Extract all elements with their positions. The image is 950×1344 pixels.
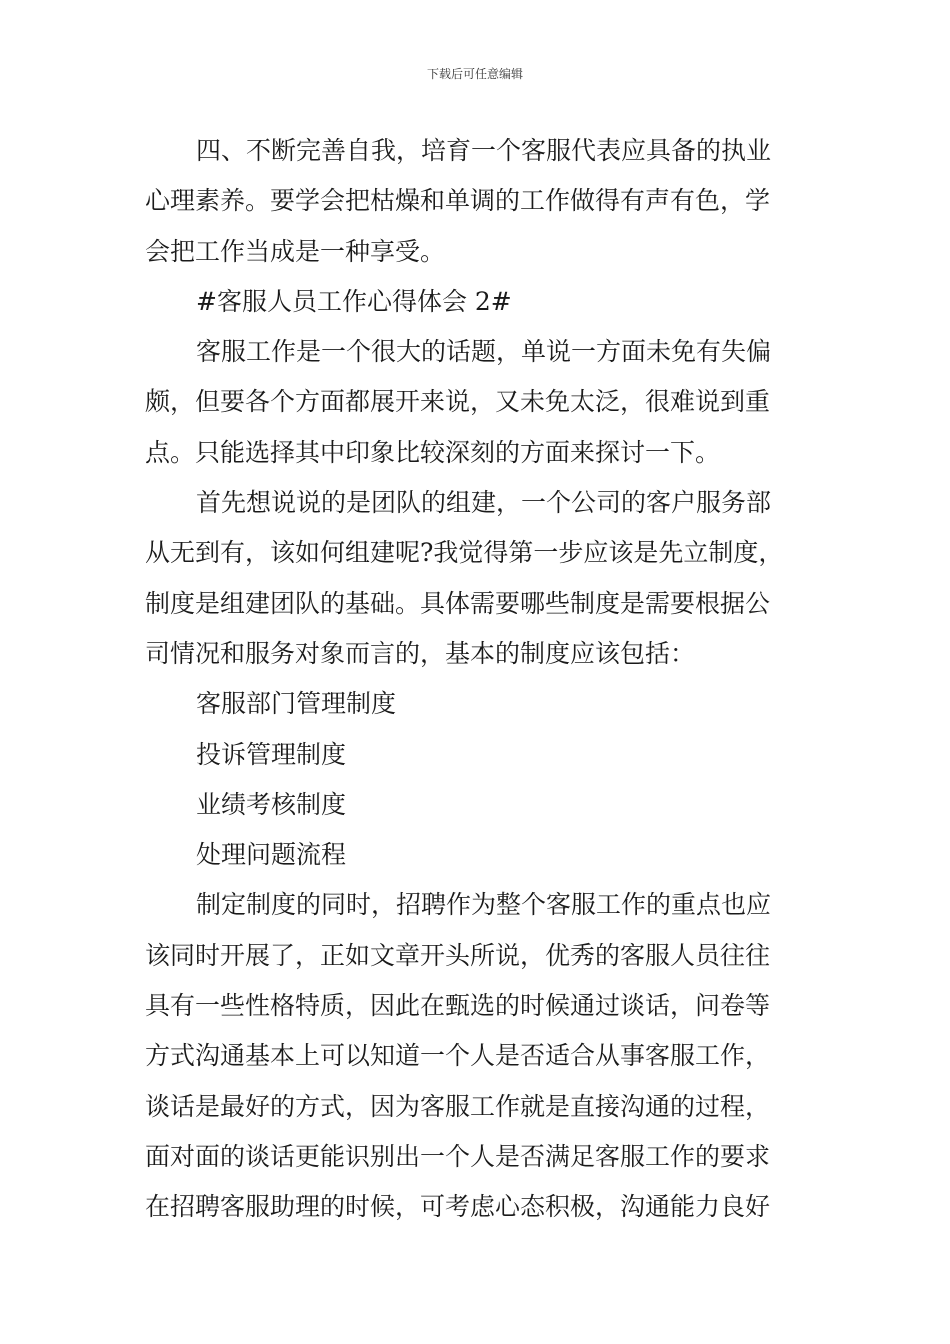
- text-line: 制度是组建团队的基础。具体需要哪些制度是需要根据公: [145, 588, 771, 618]
- text-line: 从无到有，该如何组建呢?我觉得第一步应该是先立制度，: [145, 538, 784, 568]
- text-line: 投诉管理制度: [196, 739, 347, 769]
- text-line: 客服部门管理制度: [196, 689, 397, 719]
- text-line: 在招聘客服助理的时候，可考虑心态积极，沟通能力良好: [145, 1192, 771, 1222]
- text-line: 心理素养。要学会把枯燥和单调的工作做得有声有色，学: [145, 186, 771, 216]
- text-line: 谈话是最好的方式，因为客服工作就是直接沟通的过程，: [145, 1091, 771, 1121]
- document-body: [145, 126, 810, 1233]
- text-line: 业绩考核制度: [196, 789, 347, 819]
- text-line: 点。只能选择其中印象比较深刻的方面来探讨一下。: [145, 437, 721, 467]
- text-line: 四、不断完善自我，培育一个客服代表应具备的执业: [196, 136, 772, 165]
- text-line: 该同时开展了，正如文章开头所说，优秀的客服人员往往: [145, 940, 771, 970]
- text-line: 面对面的谈话更能识别出一个人是否满足客服工作的要求: [145, 1141, 771, 1171]
- text-line: 颇，但要各个方面都展开来说，又未免太泛，很难说到重: [145, 387, 771, 417]
- text-line: 司情况和服务对象而言的，基本的制度应该包括：: [145, 638, 696, 668]
- text-line: 方式沟通基本上可以知道一个人是否适合从事客服工作，: [145, 1041, 771, 1071]
- text-line: 制定制度的同时，招聘作为整个客服工作的重点也应: [196, 890, 772, 920]
- text-line: 首先想说说的是团队的组建，一个公司的客户服务部: [196, 488, 772, 518]
- text-line: 处理问题流程: [196, 840, 347, 870]
- text-line: 客服工作是一个很大的话题，单说一方面未免有失偏: [196, 337, 772, 367]
- text-line: 会把工作当成是一种享受。: [145, 236, 446, 266]
- text-line: #客服人员工作心得体会 2#: [196, 286, 512, 316]
- page-header: 下载后可任意编辑: [426, 67, 523, 81]
- text-line: 具有一些性格特质，因此在甄选的时候通过谈话，问卷等: [145, 991, 771, 1021]
